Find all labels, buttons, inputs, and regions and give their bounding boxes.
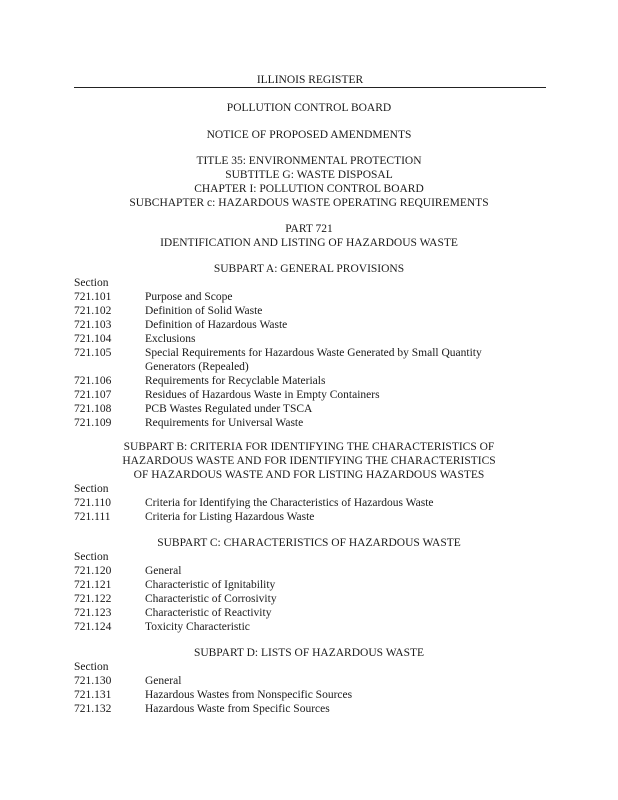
section-number: 721.102 xyxy=(74,305,112,317)
board-name: POLLUTION CONTROL BOARD xyxy=(226,102,392,114)
section-title: Special Requirements for Hazardous Waste Generated by Small Quantity xyxy=(145,347,482,359)
section-number: 721.105 xyxy=(74,347,112,359)
part-number: PART 721 xyxy=(285,223,333,235)
section-title: General xyxy=(145,675,182,687)
subpart-b-heading-line: SUBPART B: CRITERIA FOR IDENTIFYING THE CHARACTERISTICS OF xyxy=(123,441,495,453)
subpart-b-heading xyxy=(0,440,618,482)
section-number: 721.104 xyxy=(74,333,112,345)
header-rule xyxy=(74,87,546,88)
section-label: Section xyxy=(74,551,109,563)
title-line: TITLE 35: ENVIRONMENTAL PROTECTION xyxy=(196,155,422,167)
section-title: Exclusions xyxy=(145,333,196,345)
subpart-b-heading-line: HAZARDOUS WASTE AND FOR IDENTIFYING THE CHARACTERISTICS xyxy=(122,455,496,467)
section-number: 721.108 xyxy=(74,403,112,415)
subpart-a-heading: SUBPART A: GENERAL PROVISIONS xyxy=(213,263,405,275)
section-title: Toxicity Characteristic xyxy=(145,621,250,633)
section-number: 721.110 xyxy=(74,497,111,509)
section-number: 721.123 xyxy=(74,607,112,619)
section-title: Characteristic of Reactivity xyxy=(145,607,272,619)
section-title: Criteria for Identifying the Characteristics of Hazardous Waste xyxy=(145,497,434,509)
section-title: Purpose and Scope xyxy=(145,291,233,303)
section-number: 721.109 xyxy=(74,417,112,429)
subpart-d-heading: SUBPART D: LISTS OF HAZARDOUS WASTE xyxy=(193,647,425,659)
section-number: 721.130 xyxy=(74,675,112,687)
section-number: 721.132 xyxy=(74,703,112,715)
section-number: 721.122 xyxy=(74,593,112,605)
section-title-continued: Generators (Repealed) xyxy=(145,361,249,373)
chapter-line: CHAPTER I: POLLUTION CONTROL BOARD xyxy=(194,183,424,195)
register-header: ILLINOIS REGISTER xyxy=(256,74,364,86)
section-title: Characteristic of Ignitability xyxy=(145,579,276,591)
section-number: 721.103 xyxy=(74,319,112,331)
section-title: Requirements for Universal Waste xyxy=(145,417,304,429)
subchapter-line: SUBCHAPTER c: HAZARDOUS WASTE OPERATING REQUIREMENTS xyxy=(129,197,489,209)
title-block xyxy=(0,154,618,210)
subtitle-line: SUBTITLE G: WASTE DISPOSAL xyxy=(225,169,393,181)
section-title: Requirements for Recyclable Materials xyxy=(145,375,326,387)
subpart-b-heading-line: OF HAZARDOUS WASTE AND FOR LISTING HAZARDOUS WASTES xyxy=(133,469,485,481)
section-title: Criteria for Listing Hazardous Waste xyxy=(145,511,315,523)
section-title: Characteristic of Corrosivity xyxy=(145,593,277,605)
section-number: 721.107 xyxy=(74,389,112,401)
section-number: 721.101 xyxy=(74,291,112,303)
section-title: Residues of Hazardous Waste in Empty Containers xyxy=(145,389,380,401)
part-name: IDENTIFICATION AND LISTING OF HAZARDOUS WASTE xyxy=(160,237,458,249)
section-title: General xyxy=(145,565,182,577)
section-number: 721.121 xyxy=(74,579,112,591)
section-label: Section xyxy=(74,483,109,495)
section-title: Hazardous Wastes from Nonspecific Sources xyxy=(145,689,353,701)
section-title: Definition of Solid Waste xyxy=(145,305,263,317)
section-title: PCB Wastes Regulated under TSCA xyxy=(145,403,313,415)
section-label: Section xyxy=(74,277,109,289)
part-block xyxy=(0,222,618,250)
section-number: 721.131 xyxy=(74,689,112,701)
notice-title: NOTICE OF PROPOSED AMENDMENTS xyxy=(206,129,412,141)
section-title: Hazardous Waste from Specific Sources xyxy=(145,703,330,715)
section-title: Definition of Hazardous Waste xyxy=(145,319,288,331)
section-number: 721.124 xyxy=(74,621,112,633)
section-number: 721.111 xyxy=(74,511,111,523)
section-number: 721.106 xyxy=(74,375,112,387)
section-label: Section xyxy=(74,661,109,673)
subpart-c-heading: SUBPART C: CHARACTERISTICS OF HAZARDOUS WASTE xyxy=(157,537,461,549)
section-number: 721.120 xyxy=(74,565,112,577)
